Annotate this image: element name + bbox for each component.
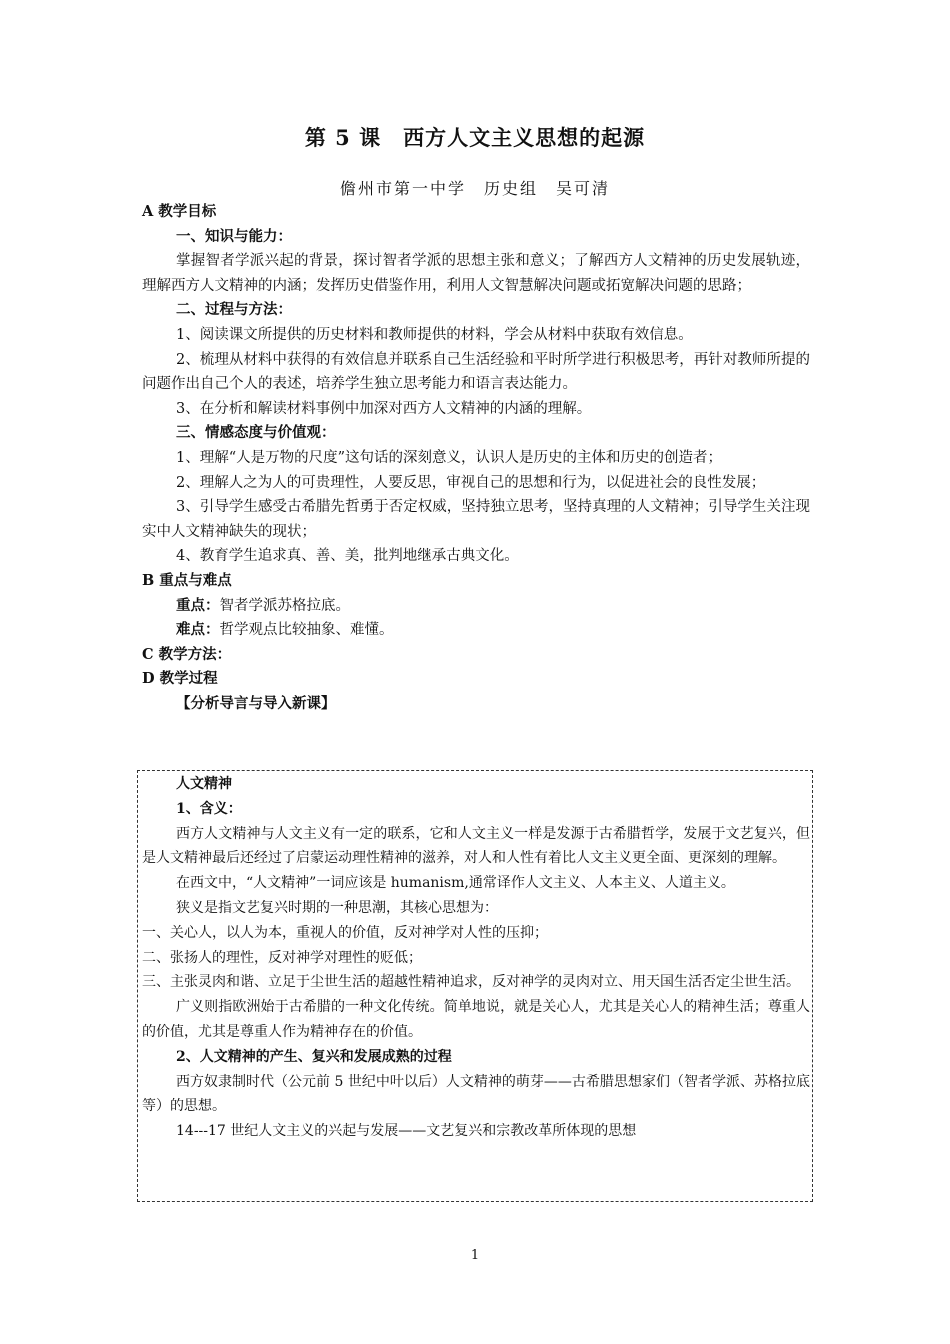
box-paragraph: 西方人文精神与人文主义有一定的联系，它和人文主义一样是发源于古希腊哲学，发展于文艺复兴，但是人文精神最后还经过了启蒙运动理性精神的滋养，对人和人性有着比人文主义更全面、更深刻的理解。 <box>142 825 810 867</box>
knowledge-heading: 一、知识与能力： <box>176 227 292 245</box>
process-item: 2、梳理从材料中获得的有效信息并联系自己生活经验和平时所学进行积极思考，再针对教师所提的问题作出自己个人的表述，培养学生独立思考能力和语言表达能力。 <box>142 351 810 393</box>
key-label: 重点： <box>176 596 220 614</box>
key-point <box>142 594 810 619</box>
lesson-title: 第 5 课 西方人文主义思想的起源 <box>304 125 646 150</box>
meaning-heading: 1、含义： <box>176 800 242 817</box>
box-paragraph: 在西文中，“人文精神”一词应该是 humanism,通常译作人文主义、人本主义、人道主义。 <box>176 875 735 892</box>
main-content <box>142 200 810 716</box>
box-paragraph: 一、关心人，以人为本，重视人的价值，反对神学对人性的压抑； <box>142 924 548 941</box>
box-paragraph: 狭义是指文艺复兴时期的一种思潮，其核心思想为： <box>176 899 498 916</box>
emotion-item: 2、理解人之为人的可贵理性，人要反思，审视自己的思想和行为，以促进社会的良性发展； <box>176 474 766 491</box>
author-line: 儋州市第一中学 历史组 吴可清 <box>339 179 610 198</box>
box-paragraph: 西方奴隶制时代（公元前 5 世纪中叶以后）人文精神的萌芽——古希腊思想家们（智者学派、苏格拉底等）的思想。 <box>142 1073 810 1115</box>
process-item: 3、在分析和解读材料事例中加深对西方人文精神的内涵的理解。 <box>176 400 592 417</box>
page-number: 1 <box>470 1248 480 1263</box>
process-heading: 二、过程与方法： <box>176 301 292 319</box>
difficult-point <box>142 618 810 643</box>
emotion-item: 4、教育学生追求真、善、美，批判地继承古典文化。 <box>176 548 519 565</box>
box-paragraph: 广义则指欧洲始于古希腊的一种文化传统。简单地说，就是关心人，尤其是关心人的精神生活；尊重人的价值，尤其是尊重人作为精神存在的价值。 <box>142 999 810 1040</box>
emotion-heading: 三、情感态度与价值观： <box>176 424 336 442</box>
process-item: 1、阅读课文所提供的历史材料和教师提供的材料，学会从材料中获取有效信息。 <box>176 326 693 343</box>
section-b-heading: B 重点与难点 <box>142 571 232 589</box>
box-heading: 人文精神 <box>176 776 232 792</box>
intro-heading: 【分析导言与导入新课】 <box>176 694 336 712</box>
box-paragraph: 三、主张灵肉和谐、立足于尘世生活的超越性精神追求，反对神学的灵肉对立、用天国生活否定尘世生活。 <box>142 974 800 991</box>
box-content <box>142 772 810 1144</box>
emotion-item: 3、引导学生感受古希腊先哲勇于否定权威，坚持独立思考，坚持真理的人文精神；引导学生关注现实中人文精神缺失的现状； <box>142 499 810 540</box>
difficult-text: 哲学观点比较抽象、难懂。 <box>219 622 394 639</box>
difficult-label: 难点： <box>176 621 220 639</box>
emotion-item: 1、理解“人是万物的尺度”这句话的深刻意义，认识人是历史的主体和历史的创造者； <box>176 449 723 466</box>
section-d-heading: D 教学过程 <box>142 670 218 688</box>
section-c-heading: C 教学方法： <box>142 645 232 663</box>
box-paragraph: 二、张扬人的理性，反对神学对理性的贬低； <box>142 949 422 966</box>
key-text: 智者学派苏格拉底。 <box>219 597 350 614</box>
process-development-heading: 2、人文精神的产生、复兴和发展成熟的过程 <box>176 1048 452 1065</box>
section-a-heading: A 教学目标 <box>142 203 217 220</box>
knowledge-text: 掌握智者学派兴起的背景，探讨智者学派的思想主张和意义；了解西方人文精神的历史发展轨迹，理解西方人文精神的内涵；发挥历史借鉴作用，利用人文智慧解决问题或拓宽解决问题的思路； <box>142 253 810 294</box>
box-paragraph: 14---17 世纪人文主义的兴起与发展——文艺复兴和宗教改革所体现的思想 <box>176 1123 637 1140</box>
